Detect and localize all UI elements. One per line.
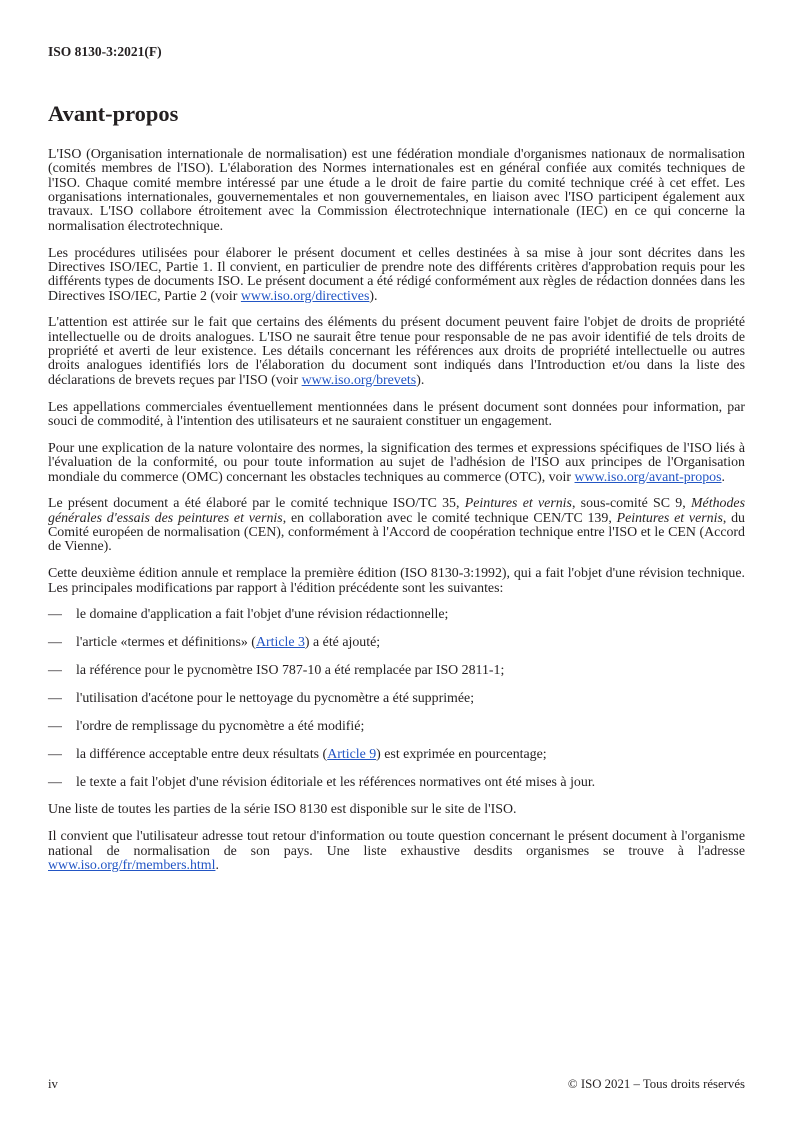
page-content xyxy=(48,44,745,886)
text-segment: Le présent document a été élaboré par le comité technique ISO/TC 35, xyxy=(48,496,465,512)
dash-marker: — xyxy=(48,718,62,734)
list-item-text xyxy=(76,692,745,706)
text-segment: le texte a fait l'objet d'une révision éditoriale et les références normatives ont été mises à jour. xyxy=(76,774,596,790)
list-item-text xyxy=(76,720,745,734)
hyperlink[interactable]: www.iso.org/avant-propos xyxy=(574,469,722,485)
text-segment: Cette deuxième édition annule et remplace la première édition (ISO 8130-3:1992), qui a fait l'objet d'une révision technique. Les principales modifications par rapport à l'édition précédente sont les suivantes: xyxy=(48,566,745,596)
text-segment: Méthodes générales d'essais des peintures et vernis xyxy=(48,496,745,526)
paragraph xyxy=(48,497,745,554)
text-segment: l'article «termes et définitions» ( xyxy=(76,635,256,651)
list-item xyxy=(48,776,745,790)
dash-marker: — xyxy=(48,774,62,790)
paragraph xyxy=(48,567,745,596)
page-title: Avant-propos xyxy=(48,101,179,126)
document-body xyxy=(48,148,745,873)
text-segment: la différence acceptable entre deux résultats ( xyxy=(76,746,328,762)
list-item-text xyxy=(76,636,745,650)
paragraph xyxy=(48,247,745,304)
text-segment: Une liste de toutes les parties de la série ISO 8130 est disponible sur le site de l'ISO. xyxy=(48,802,517,818)
text-segment: ). xyxy=(416,372,425,388)
text-segment: ) est exprimée en pourcentage; xyxy=(376,746,547,762)
paragraph xyxy=(48,148,745,234)
doc-reference: ISO 8130-3:2021(F) xyxy=(48,44,162,59)
text-segment: . xyxy=(215,857,219,873)
list-item-text xyxy=(76,664,745,678)
text-segment: , en collaboration avec le comité technique CEN/TC 139, xyxy=(282,510,617,526)
text-segment: Peintures et vernis xyxy=(464,496,572,512)
text-segment: Les appellations commerciales éventuellement mentionnées dans le présent document sont données pour information, par souci de commodité, à l'intention des utilisateurs et ne sauraient constituer un engagement. xyxy=(48,399,745,429)
text-segment: ) a été ajouté; xyxy=(304,635,381,651)
text-segment: L'ISO (Organisation internationale de normalisation) est une fédération mondiale d'organismes nationaux de normalisation (comités membres de l'ISO). L'élaboration des Normes internationales est en général confiée aux comités techniques de l'ISO. Chaque comité membre intéressé par une étude a le droit de faire partie du comité technique créé à cet effet. Les organisations internationales, gouvernementales et non gouvernementales, en liaison avec l'ISO participent également aux travaux. L'ISO collabore étroitement avec la Commission électrotechnique internationale (IEC) en ce qui concerne la normalisation électrotechnique. xyxy=(48,147,745,234)
text-segment: . xyxy=(721,469,725,485)
dash-marker: — xyxy=(48,746,62,762)
text-segment: Il convient que l'utilisateur adresse tout retour d'information ou toute question concernant le présent document à l'organisme national de normalisation de son pays. Une liste exhaustive desdits organismes se trouve à l'adresse xyxy=(48,829,745,859)
hyperlink[interactable]: www.iso.org/brevets xyxy=(301,372,417,388)
text-segment: l'utilisation d'acétone pour le nettoyage du pycnomètre a été supprimée; xyxy=(76,690,475,706)
hyperlink[interactable]: www.iso.org/fr/members.html xyxy=(48,857,216,873)
text-segment: ). xyxy=(369,288,378,304)
list-item xyxy=(48,664,745,678)
hyperlink[interactable]: www.iso.org/directives xyxy=(240,288,370,304)
text-segment: , du Comité européen de normalisation (CEN), conformément à l'Accord de coopération technique entre l'ISO et le CEN (Accord de Vienne). xyxy=(48,510,746,555)
text-segment: , sous-comité SC 9, xyxy=(571,496,691,512)
list-item xyxy=(48,636,745,650)
text-segment: Les procédures utilisées pour élaborer le présent document et celles destinées à sa mise à jour sont décrites dans les Directives ISO/IEC, Partie 1. Il convient, en particulier de prendre note des différents critères d'approbation requis pour les différents types de documents ISO. Le présent document a été rédigé conformément aux règles de rédaction données dans les Directives ISO/IEC, Partie 2 (voir xyxy=(48,245,745,304)
text-segment: L'attention est attirée sur le fait que certains des éléments du présent document peuvent faire l'objet de droits de propriété intellectuelle ou de droits analogues. L'ISO ne saurait être tenue pour responsable de ne pas avoir identifié de tels droits de propriété et averti de leur existence. Les détails concernant les références aux droits de propriété intellectuelle ou autres droits analogues identifiés lors de l'élaboration du document sont indiqués dans l'Introduction et/ou dans la liste des déclarations de brevets reçues par l'ISO (voir xyxy=(48,315,745,388)
list-item-text xyxy=(76,776,745,790)
list-item-text xyxy=(76,608,745,622)
list-item-text xyxy=(76,748,745,762)
text-segment: Peintures et vernis xyxy=(616,510,723,526)
page-footer xyxy=(48,1077,745,1092)
text-segment: la référence pour le pycnomètre ISO 787-10 a été remplacée par ISO 2811-1; xyxy=(76,663,505,679)
dash-marker: — xyxy=(48,663,62,679)
list-item xyxy=(48,608,745,622)
paragraph xyxy=(48,803,745,817)
paragraph xyxy=(48,442,745,485)
hyperlink[interactable]: Article 3 xyxy=(255,635,305,651)
dash-marker: — xyxy=(48,690,62,706)
footer-page-number: iv xyxy=(48,1077,58,1091)
text-segment: le domaine d'application a fait l'objet d'une révision rédactionnelle; xyxy=(76,607,449,623)
paragraph xyxy=(48,830,745,873)
list-item xyxy=(48,748,745,762)
paragraph xyxy=(48,316,745,388)
hyperlink[interactable]: Article 9 xyxy=(327,746,377,762)
list-item xyxy=(48,720,745,734)
text-segment: Pour une explication de la nature volontaire des normes, la signification des termes et expressions spécifiques de l'ISO liés à l'évaluation de la conformité, ou pour toute information au sujet de l'adhésion de l'ISO aux principes de l'Organisation mondiale du commerce (OMC) concernant les obstacles techniques au commerce (OTC), voir xyxy=(48,440,745,485)
text-segment: l'ordre de remplissage du pycnomètre a été modifié; xyxy=(76,718,365,734)
dash-marker: — xyxy=(48,635,62,651)
footer-copyright: © ISO 2021 – Tous droits réservés xyxy=(567,1077,745,1091)
paragraph xyxy=(48,401,745,430)
list-item xyxy=(48,692,745,706)
dash-marker: — xyxy=(48,607,62,623)
